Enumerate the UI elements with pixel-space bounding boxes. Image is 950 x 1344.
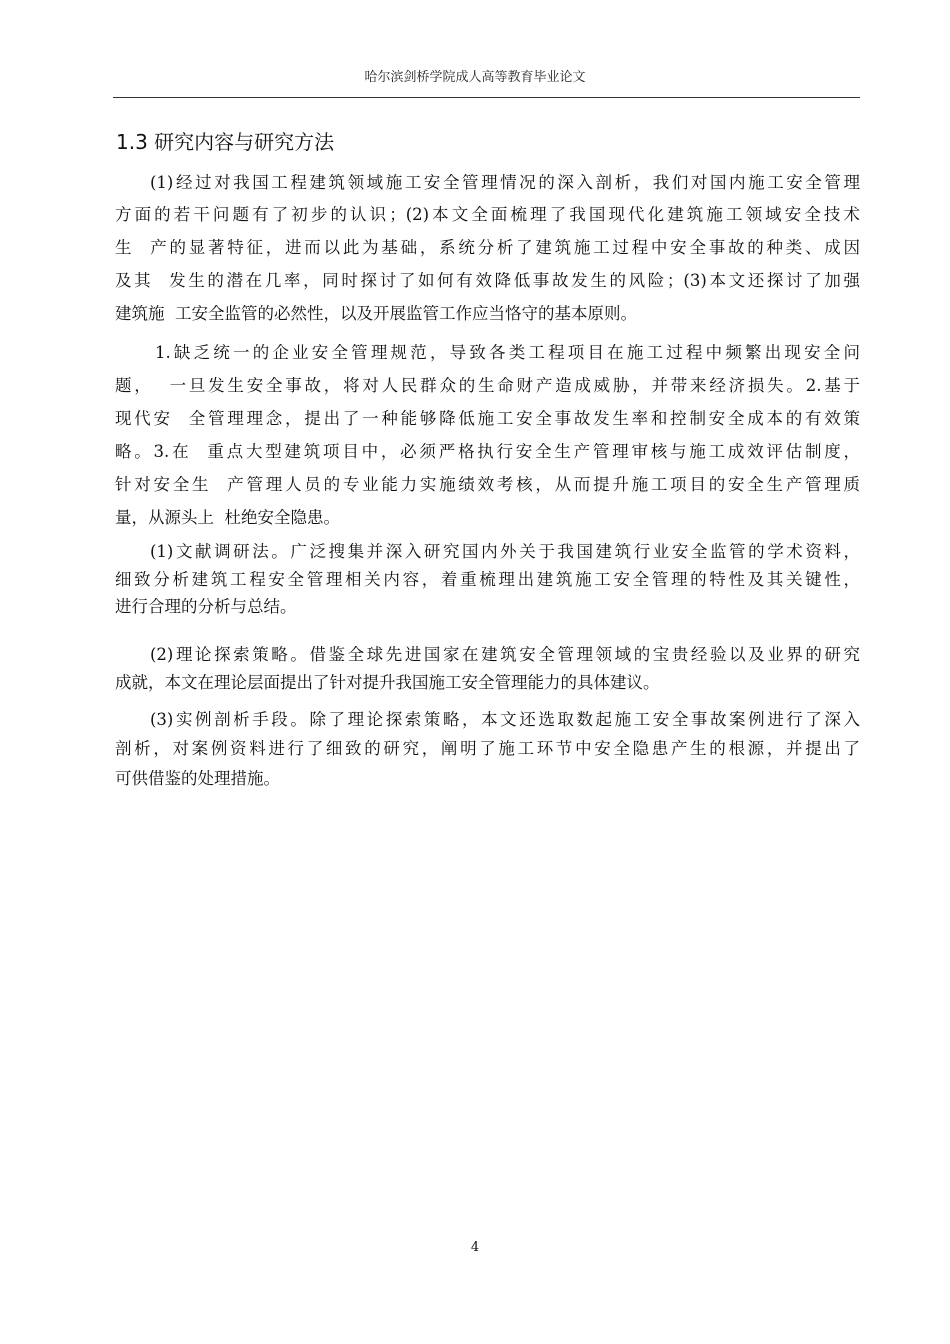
text-line: 量，从源头上 杜绝安全隐患。 [115,508,340,527]
text-line: 可供借鉴的处理措施。 [115,769,280,788]
text-line: 剖析，对案例资料进行了细致的研究，阐明了施工环节中安全隐患产生的根源，并提出了 [115,739,860,758]
running-header: 哈尔滨剑桥学院成人高等教育毕业论文 [364,70,586,85]
text-line: 方面的若干问题有了初步的认识；(2)本文全面梳理了我国现代化建筑施工领域安全技术 [115,205,860,224]
text-line: 略。3.在 重点大型建筑项目中，必须严格执行安全生产管理审核与施工成效评估制度， [115,442,860,461]
text-line: 成就，本文在理论层面提出了针对提升我国施工安全管理能力的具体建议。 [115,673,660,692]
text-line: 进行合理的分析与总结。 [115,597,297,616]
header-divider [113,97,860,98]
text-line: 细致分析建筑工程安全管理相关内容，着重梳理出建筑施工安全管理的特性及其关键性， [115,570,860,589]
text-line: 建筑施 工安全监管的必然性，以及开展监管工作应当恪守的基本原则。 [115,304,637,323]
text-line: (1)经过对我国工程建筑领域施工安全管理情况的深入剖析，我们对国内施工安全管理 [150,173,860,192]
text-line: 及其 发生的潜在几率，同时探讨了如何有效降低事故发生的风险；(3)本文还探讨了加强 [115,271,860,290]
text-line: 现代安 全管理理念，提出了一种能够降低施工安全事故发生率和控制安全成本的有效策 [115,409,860,428]
text-line: 题， 一旦发生安全事故，将对人民群众的生命财产造成威胁，并带来经济损失。2.基于 [115,376,860,395]
text-line: 针对安全生 产管理人员的专业能力实施绩效考核，从而提升施工项目的安全生产管理质 [115,475,860,494]
text-line: (2)理论探索策略。借鉴全球先进国家在建筑安全管理领域的宝贵经验以及业界的研究 [150,645,860,664]
text-line: 生 产的显著特征，进而以此为基础，系统分析了建筑施工过程中安全事故的种类、成因 [115,238,860,257]
text-line: 1.缺乏统一的企业安全管理规范，导致各类工程项目在施工过程中频繁出现安全问 [155,343,860,362]
text-line: (3)实例剖析手段。除了理论探索策略，本文还选取数起施工安全事故案例进行了深入 [150,710,860,729]
text-line: (1)文献调研法。广泛搜集并深入研究国内外关于我国建筑行业安全监管的学术资料， [150,542,860,561]
section-heading: 1.3 研究内容与研究方法 [116,130,335,154]
page-number: 4 [470,1240,480,1255]
